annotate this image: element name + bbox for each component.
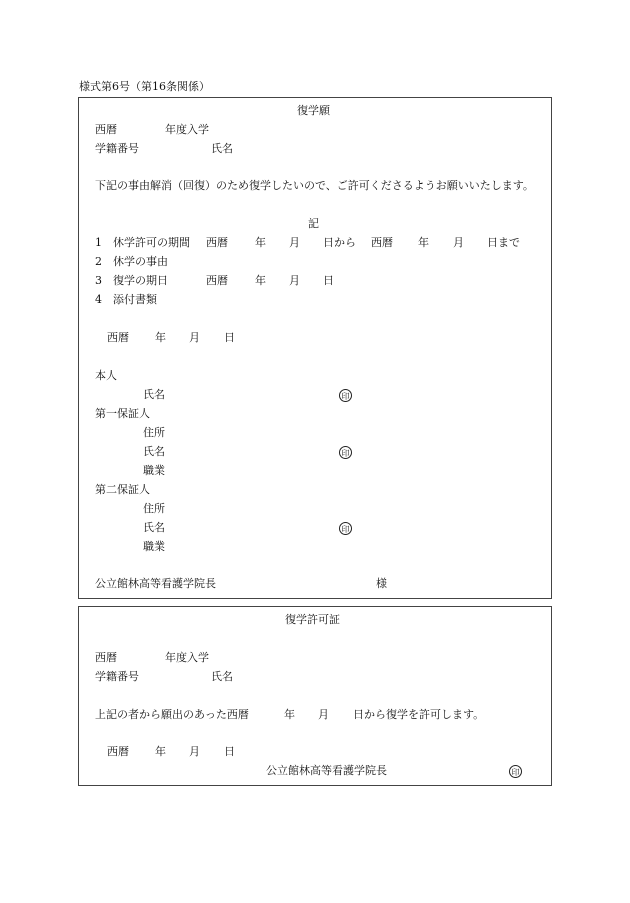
honnin-label: 本人 [95,369,117,382]
guarantor2-name-label: 氏名 [143,521,165,534]
permit-name-label: 氏名 [211,670,233,683]
seireki-label: 西暦 [95,123,117,136]
item2-number: 2 [95,255,102,268]
honnin-name-label: 氏名 [143,388,165,401]
item3-month: 月 [289,274,300,287]
item3-year: 年 [255,274,266,287]
guarantor1-job-label: 職業 [143,464,165,477]
date-year: 年 [155,331,166,344]
date-day: 日 [224,331,235,344]
item3-day: 日 [323,274,334,287]
item1-seireki-from: 西暦 [206,236,228,249]
item1-seireki-to: 西暦 [371,236,393,249]
ki-heading: 記 [308,217,319,230]
item1-year-to: 年 [418,236,429,249]
permit-student-number-label: 学籍番号 [95,670,139,683]
student-number-label: 学籍番号 [95,142,139,155]
seal-icon: 印 [339,522,352,535]
permit-title: 復学許可証 [285,613,340,626]
permit-date-year: 年 [155,745,166,758]
guarantor1-address-label: 住所 [143,426,165,439]
name-label: 氏名 [211,142,233,155]
permit-nendo-nyugaku-label: 年度入学 [165,651,209,664]
item1-label: 休学許可の期間 [113,236,190,249]
permit-statement-month: 月 [318,708,329,721]
permit-form [78,606,552,786]
permit-issuer: 公立館林高等看護学院長 [266,764,387,777]
form-number: 様式第6号（第16条関係） [79,80,210,93]
item1-number: 1 [95,236,102,249]
item3-seireki: 西暦 [206,274,228,287]
item4-number: 4 [95,293,102,306]
item1-day-from: 日から [323,236,356,249]
item3-label: 復学の期日 [113,274,168,287]
item2-label: 休学の事由 [113,255,168,268]
nendo-nyugaku-label: 年度入学 [165,123,209,136]
addressee: 公立館林高等看護学院長 [95,577,216,590]
application-title: 復学願 [297,104,330,117]
guarantor2-label: 第二保証人 [95,483,150,496]
item1-month-from: 月 [289,236,300,249]
permit-date-month: 月 [189,745,200,758]
permit-date-seireki: 西暦 [107,745,129,758]
guarantor2-address-label: 住所 [143,502,165,515]
item1-year-from: 年 [255,236,266,249]
item4-label: 添付書類 [113,293,157,306]
permit-statement-a: 上記の者から願出のあった西暦 [95,708,249,721]
application-statement: 下記の事由解消（回復）のため復学したいので、ご許可くださるようお願いいたします。 [95,179,534,192]
permit-seireki-label: 西暦 [95,651,117,664]
permit-statement-b: 日から復学を許可します。 [353,708,485,721]
date-month: 月 [189,331,200,344]
item3-number: 3 [95,274,102,287]
date-seireki: 西暦 [107,331,129,344]
item1-month-to: 月 [453,236,464,249]
seal-icon: 印 [339,446,352,459]
guarantor1-label: 第一保証人 [95,407,150,420]
addressee-honorific: 様 [376,577,387,590]
seal-icon: 印 [339,389,352,402]
permit-date-day: 日 [224,745,235,758]
permit-statement-year: 年 [284,708,295,721]
seal-icon: 印 [509,765,522,778]
item1-day-to: 日まで [487,236,520,249]
guarantor2-job-label: 職業 [143,540,165,553]
guarantor1-name-label: 氏名 [143,445,165,458]
